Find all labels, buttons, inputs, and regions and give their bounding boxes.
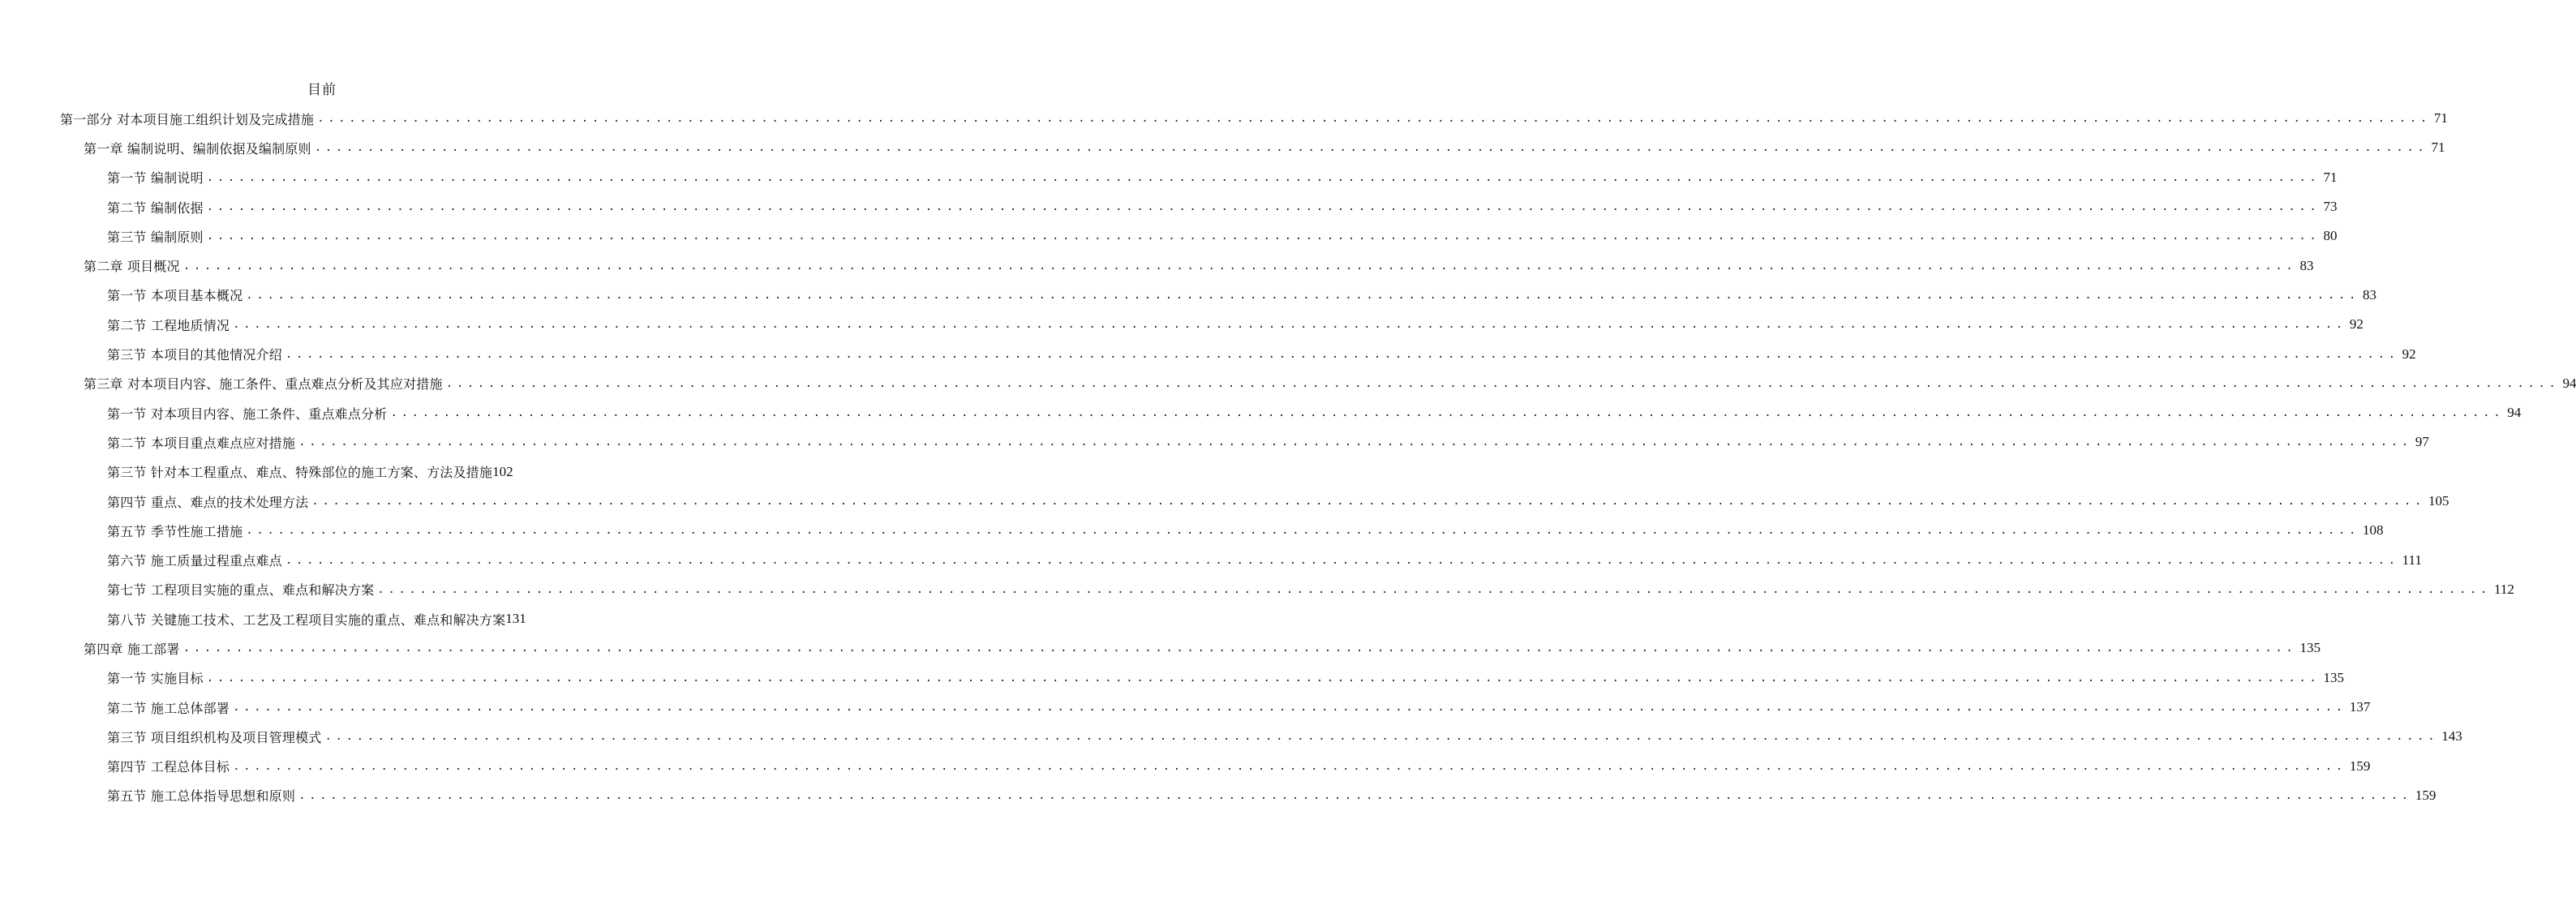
toc-entry-title: 第五节 施工总体指导思想和原则: [107, 788, 296, 805]
toc-list: [0, 104, 2576, 810]
toc-entry[interactable]: [0, 722, 2462, 751]
toc-entry-title: 第三节 本项目的其他情况介绍: [107, 347, 282, 363]
toc-entry-line: [60, 104, 2448, 133]
toc-entry[interactable]: [0, 251, 2314, 280]
toc-entry[interactable]: [0, 663, 2344, 693]
toc-entry[interactable]: [0, 133, 2445, 162]
toc-entry[interactable]: [0, 575, 2514, 604]
toc-entry-page-number: 108: [2363, 522, 2384, 539]
toc-entry-page-number: 131: [505, 611, 526, 627]
toc-dot-leader: ........................................................................................................................................................................................................: [206, 230, 2321, 243]
toc-entry-page-number: 111: [2402, 552, 2422, 568]
toc-entry[interactable]: [0, 693, 2371, 722]
toc-entry-title: 第四节 工程总体目标: [107, 759, 230, 775]
toc-dot-leader: ........................................................................................................................................................................................................: [377, 582, 2492, 596]
toc-entry-title: 第一部分 对本项目施工组织计划及完成措施: [60, 111, 315, 127]
toc-dot-leader: ........................................................................................................................................................................................................: [182, 642, 2297, 655]
toc-entry[interactable]: [0, 752, 2371, 781]
toc-dot-leader: ........................................................................................................................................................................................................: [182, 259, 2297, 273]
toc-entry[interactable]: [0, 310, 2363, 339]
toc-entry-line: [107, 722, 2462, 751]
toc-entry-title: 第二节 编制依据: [107, 200, 204, 216]
toc-entry-title: 第七节 工程项目实施的重点、难点和解决方案: [107, 582, 375, 599]
toc-entry-line: [84, 133, 2445, 162]
toc-entry-line: [107, 163, 2338, 192]
toc-title: 目前: [307, 82, 337, 98]
toc-entry-page-number: 71: [2323, 169, 2338, 185]
toc-entry-line: [107, 516, 2384, 545]
toc-entry-page-number: 71: [2431, 140, 2445, 156]
toc-entry[interactable]: [0, 633, 2321, 663]
toc-entry-title: 第一节 实施目标: [107, 671, 204, 687]
toc-entry[interactable]: [0, 192, 2338, 221]
toc-entry-title: 第三节 项目组织机构及项目管理模式: [107, 729, 322, 745]
toc-entry[interactable]: [0, 457, 644, 487]
toc-entry-page-number: 159: [2349, 758, 2371, 774]
toc-entry-title: 第二节 施工总体部署: [107, 700, 230, 716]
toc-entry-line: [107, 221, 2338, 251]
toc-entry-title: 第三节 编制原则: [107, 229, 204, 245]
toc-entry[interactable]: [0, 487, 2449, 516]
toc-entry-page-number: 92: [2402, 346, 2416, 362]
toc-entry-page-number: 83: [2363, 286, 2377, 303]
toc-entry-page-number: 112: [2494, 581, 2514, 597]
toc-entry-page-number: 143: [2441, 728, 2462, 745]
toc-entry-title: 第二章 项目概况: [84, 259, 180, 275]
toc-entry-line: [107, 310, 2363, 339]
toc-entry-title: 第四节 重点、难点的技术处理方法: [107, 494, 309, 510]
toc-dot-leader: ........................................................................................................................................................................................................: [314, 141, 2428, 155]
toc-entry[interactable]: [0, 163, 2338, 192]
toc-dot-leader: ........................................................................................................................................................................................................: [311, 495, 2426, 508]
toc-entry-page-number: 73: [2323, 199, 2338, 215]
toc-entry-title: 第六节 施工质量过程重点难点: [107, 553, 282, 569]
toc-entry-title: 第一节 对本项目内容、施工条件、重点难点分析: [107, 406, 388, 422]
toc-entry-title: 第一节 编制说明: [107, 170, 204, 187]
toc-entry[interactable]: [0, 221, 2338, 251]
toc-entry[interactable]: [0, 339, 2416, 368]
toc-entry-page-number: 159: [2415, 787, 2436, 803]
toc-dot-leader: ........................................................................................................................................................................................................: [233, 318, 2346, 332]
toc-dot-leader: ........................................................................................................................................................................................................: [233, 759, 2346, 773]
toc-entry[interactable]: [0, 545, 2422, 574]
toc-entry-page-number: 92: [2349, 316, 2363, 333]
toc-dot-leader: ........................................................................................................................................................................................................: [298, 788, 2412, 802]
toc-entry-line: [84, 369, 2576, 398]
toc-entry-page-number: 137: [2349, 699, 2371, 715]
toc-entry-line: [107, 545, 2422, 574]
toc-dot-leader: ........................................................................................................................................................................................................: [206, 170, 2321, 184]
toc-entry-page-number: 83: [2299, 257, 2314, 273]
toc-entry-page-number: 135: [2299, 640, 2321, 656]
toc-entry-page-number: 71: [2433, 110, 2448, 127]
toc-entry[interactable]: [0, 604, 644, 633]
toc-entry-page-number: 102: [492, 463, 513, 479]
toc-entry-title: 第四章 施工部署: [84, 641, 180, 657]
toc-dot-leader: ........................................................................................................................................................................................................: [390, 406, 2505, 420]
toc-entry-line: [107, 427, 2429, 457]
toc-entry[interactable]: [0, 781, 2436, 810]
toc-entry-line: [107, 339, 2416, 368]
toc-entry-line: [84, 633, 2321, 663]
toc-entry[interactable]: [0, 104, 2448, 133]
toc-dot-leader: ........................................................................................................................................................................................................: [206, 200, 2321, 214]
toc-entry[interactable]: [0, 369, 2576, 398]
toc-entry-line: [107, 398, 2522, 427]
toc-entry-title: 第五节 季节性施工措施: [107, 523, 243, 539]
toc-dot-leader: ........................................................................................................................................................................................................: [317, 112, 2431, 126]
toc-dot-leader: ........................................................................................................................................................................................................: [233, 701, 2346, 715]
toc-dot-leader: ........................................................................................................................................................................................................: [285, 347, 2399, 361]
toc-dot-leader: ........................................................................................................................................................................................................: [285, 553, 2399, 567]
toc-dot-leader: ........................................................................................................................................................................................................: [445, 376, 2560, 390]
toc-entry-line: [107, 281, 2377, 310]
toc-entry-title: 第三节 针对本工程重点、难点、特殊部位的施工方案、方法及措施: [107, 465, 493, 481]
toc-entry-line: [84, 251, 2314, 280]
toc-dot-leader: ........................................................................................................................................................................................................: [246, 524, 2360, 538]
toc-entry-line: [107, 693, 2371, 722]
toc-entry-page-number: 80: [2323, 228, 2338, 244]
toc-dot-leader: ........................................................................................................................................................................................................: [246, 288, 2360, 302]
toc-entry[interactable]: [0, 281, 2377, 310]
toc-entry-page-number: 105: [2428, 493, 2449, 509]
toc-entry-title: 第八节 关键施工技术、工艺及工程项目实施的重点、难点和解决方案: [107, 612, 506, 628]
toc-dot-leader: ........................................................................................................................................................................................................: [324, 730, 2439, 744]
toc-entry-line: [107, 752, 2371, 781]
toc-dot-leader: ........................................................................................................................................................................................................: [206, 671, 2321, 685]
toc-entry-line: [107, 663, 2344, 693]
toc-entry[interactable]: [0, 398, 2522, 427]
toc-dot-leader: ........................................................................................................................................................................................................: [298, 436, 2412, 449]
toc-entry[interactable]: [0, 427, 2429, 457]
toc-entry-page-number: 94: [2562, 375, 2576, 391]
toc-entry-page-number: 135: [2323, 669, 2344, 685]
toc-entry-page-number: 97: [2415, 434, 2429, 450]
toc-entry-line: [107, 604, 597, 633]
toc-entry-line: [107, 457, 597, 487]
toc-entry-title: 第一章 编制说明、编制依据及编制原则: [84, 140, 311, 157]
toc-entry-title: 第一节 本项目基本概况: [107, 288, 243, 304]
toc-entry-line: [107, 487, 2449, 516]
toc-entry-title: 第二节 工程地质情况: [107, 317, 230, 333]
toc-entry-page-number: 94: [2507, 405, 2522, 421]
toc-entry-line: [107, 781, 2436, 810]
toc-entry-line: [107, 575, 2514, 604]
toc-entry-title: 第二节 本项目重点难点应对措施: [107, 435, 296, 451]
toc-entry-line: [107, 192, 2338, 221]
toc-entry[interactable]: [0, 516, 2384, 545]
toc-entry-title: 第三章 对本项目内容、施工条件、重点难点分析及其应对措施: [84, 376, 443, 393]
